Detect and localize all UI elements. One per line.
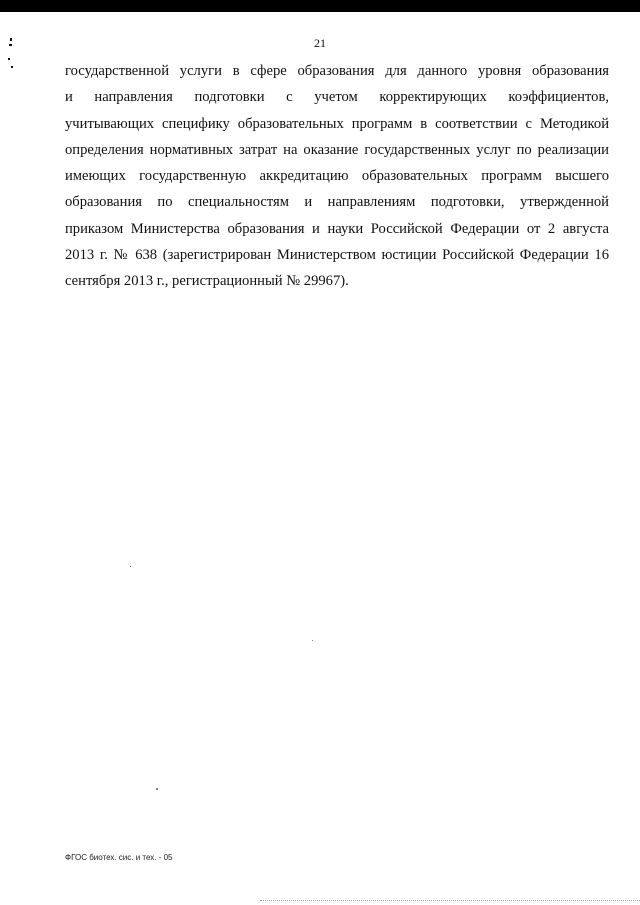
scan-top-border xyxy=(0,0,640,12)
scan-bottom-edge xyxy=(260,900,640,902)
paragraph-line: 2013 г. № 638 (зарегистрирован Министерством юстиции Российской Федерации 16 xyxy=(65,247,609,264)
paragraph-line: имеющих государственную аккредитацию образовательных программ высшего xyxy=(65,168,609,185)
page-number: 21 xyxy=(314,36,326,50)
paragraph-line: и направления подготовки с учетом корректирующих коэффициентов, xyxy=(65,89,609,106)
scan-speck xyxy=(130,566,131,567)
scan-speck xyxy=(312,640,313,641)
scan-speck xyxy=(156,788,158,790)
paragraph-line: сентября 2013 г., регистрационный № 29967). xyxy=(65,273,349,290)
paragraph-line: государственной услуги в сфере образования для данного уровня образования xyxy=(65,63,609,79)
paragraph-line: учитывающих специфику образовательных программ в соответствии с Методикой xyxy=(65,115,609,132)
document-paragraph xyxy=(65,58,609,295)
paragraph-line: определения нормативных затрат на оказание государственных услуг по реализации xyxy=(65,141,609,158)
paragraph-line: образования по специальностям и направлениям подготовки, утвержденной xyxy=(65,194,609,211)
document-footer: ФГОС биотех. сис. и тех. - 05 xyxy=(65,853,173,862)
paragraph-line: приказом Министерства образования и науки Российской Федерации от 2 августа xyxy=(65,220,609,237)
